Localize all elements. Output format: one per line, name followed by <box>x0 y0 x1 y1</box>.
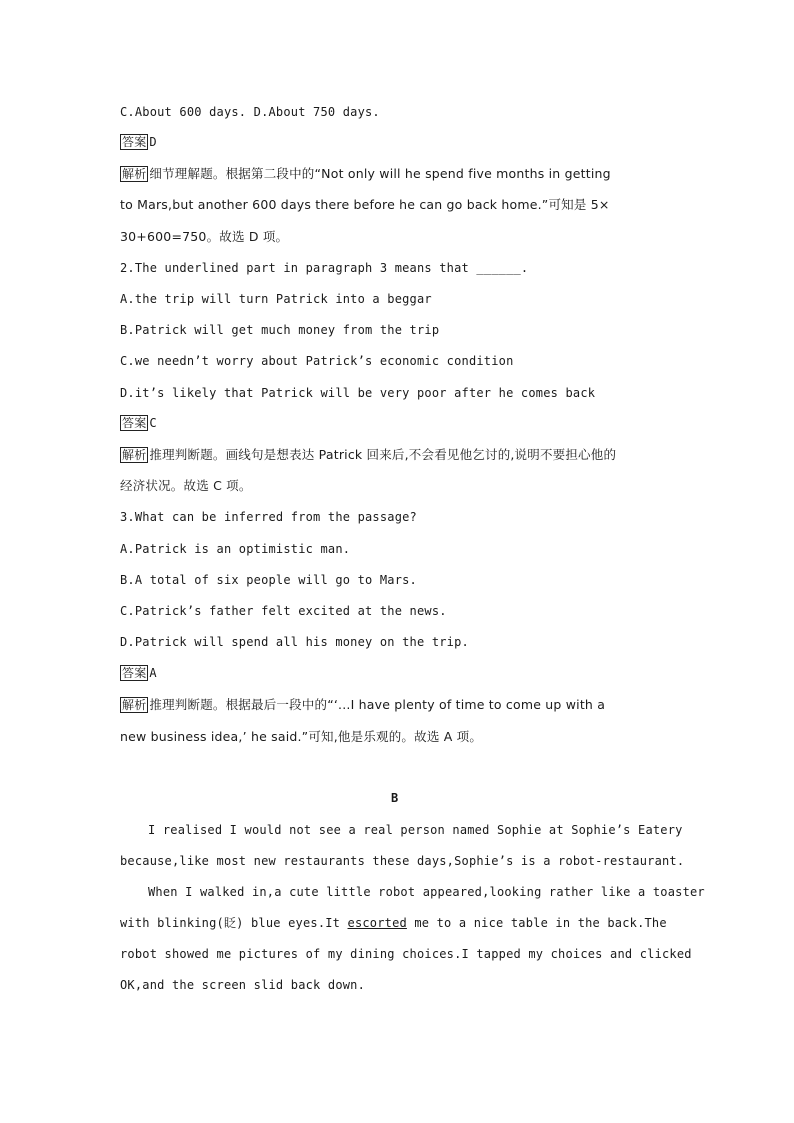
passage-b-paragraph-2-line-4: OK,and the screen slid back down. <box>120 978 366 992</box>
underlined-word-escorted: escorted <box>347 916 407 930</box>
paragraph-2-line-2-post: me to a nice table in the back.The <box>406 916 667 930</box>
passage-b-paragraph-2-line-3: robot showed me pictures of my dining choices.I tapped my choices and clicked <box>120 947 692 961</box>
explanation-tag: 解析 <box>122 698 147 712</box>
answer-tag: 答案 <box>122 135 147 149</box>
q3-explanation-line-2: new business idea,’ he said.”可知,他是乐观的。故选 A 项。 <box>120 729 483 744</box>
paragraph-2-line-2-pre: with blinking(眨) blue eyes.It <box>120 916 348 930</box>
passage-b-paragraph-1-line-1: I realised I would not see a real person named Sophie at Sophie’s Eatery <box>148 823 683 837</box>
passage-b-paragraph-2-line-2 <box>120 915 667 931</box>
q3-answer: A <box>149 666 157 680</box>
q1-explanation-line-3: 30+600=750。故选 D 项。 <box>120 229 289 244</box>
q1-answer: D <box>149 135 157 149</box>
section-b-title: B <box>391 791 399 805</box>
q3-option-d: D.Patrick will spend all his money on the trip. <box>120 635 469 649</box>
explanation-tag: 解析 <box>122 167 147 181</box>
explanation-tag: 解析 <box>122 448 147 462</box>
q2-option-c: C.we needn’t worry about Patrick’s economic condition <box>120 354 514 368</box>
q2-explanation-line-1 <box>120 447 616 463</box>
q2-option-a: A.the trip will turn Patrick into a beggar <box>120 292 432 306</box>
passage-b-paragraph-2-line-1: When I walked in,a cute little robot appeared,looking rather like a toaster <box>148 885 705 899</box>
q2-option-b: B.Patrick will get much money from the trip <box>120 323 440 337</box>
q3-option-b: B.A total of six people will go to Mars. <box>120 573 417 587</box>
q2-option-d: D.it’s likely that Patrick will be very poor after he comes back <box>120 386 596 400</box>
q2-explanation-line-2: 经济状况。故选 C 项。 <box>120 478 252 493</box>
q1-explanation-text-1: 细节理解题。根据第二段中的“Not only will he spend five months in getting <box>149 166 611 181</box>
q2-stem: 2.The underlined part in paragraph 3 means that ______. <box>120 261 529 275</box>
q3-explanation-text-1: 推理判断题。根据最后一段中的“‘...I have plenty of time to come up with a <box>149 697 606 712</box>
q2-answer: C <box>149 416 157 430</box>
q3-stem: 3.What can be inferred from the passage? <box>120 510 417 524</box>
q2-answer-line <box>120 415 157 431</box>
passage-b-paragraph-1-line-2: because,like most new restaurants these days,Sophie’s is a robot-restaurant. <box>120 854 685 868</box>
q3-option-c: C.Patrick’s father felt excited at the news. <box>120 604 447 618</box>
q3-answer-line <box>120 665 157 681</box>
q1-options-cd: C.About 600 days. D.About 750 days. <box>120 105 380 119</box>
q2-explanation-text-1: 推理判断题。画线句是想表达 Patrick 回来后,不会看见他乞讨的,说明不要担心他的 <box>149 447 617 462</box>
q1-explanation-line-2: to Mars,but another 600 days there before he can go back home.”可知是 5× <box>120 197 610 212</box>
q1-explanation-line-1 <box>120 166 611 182</box>
answer-tag: 答案 <box>122 666 147 680</box>
q3-option-a: A.Patrick is an optimistic man. <box>120 542 351 556</box>
q1-answer-line <box>120 134 157 150</box>
answer-tag: 答案 <box>122 416 147 430</box>
q3-explanation-line-1 <box>120 697 605 713</box>
